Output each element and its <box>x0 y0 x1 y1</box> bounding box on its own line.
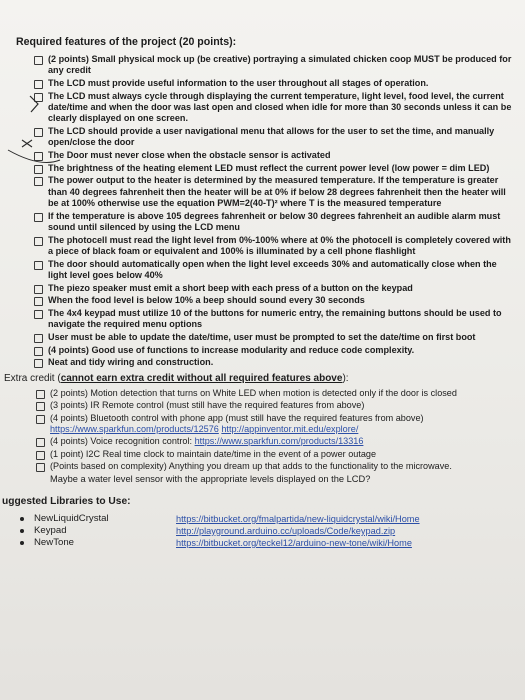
checkbox-icon <box>34 310 43 319</box>
checkbox-icon <box>34 177 43 186</box>
extra-item: (1 point) I2C Real time clock to maintain date/time in the event of a power outage <box>36 449 513 460</box>
requirement-item: The 4x4 keypad must utilize 10 of the buttons for numeric entry, the remaining buttons should be used to navigate the required menu options <box>34 308 513 331</box>
extra-credit-note: Maybe a water level sensor with the appropriate levels displayed on the LCD? <box>50 473 371 484</box>
extra-item: (4 points) Voice recognition control: https://www.sparkfun.com/products/13316 <box>36 436 513 447</box>
requirement-item: The LCD must provide useful information to the user throughout all stages of operation. <box>34 78 513 89</box>
requirement-item: The Door must never close when the obstacle sensor is activated <box>34 150 513 161</box>
checkbox-icon <box>34 213 43 222</box>
requirements-heading: Required features of the project (20 points): <box>16 36 237 48</box>
checkbox-icon <box>34 165 43 174</box>
library-row <box>20 537 513 549</box>
extra-item: (2 points) Motion detection that turns on White LED when motion is detected only if the door is closed <box>36 388 513 399</box>
checkbox-icon <box>36 390 45 399</box>
requirement-item: Neat and tidy wiring and construction. <box>34 357 513 368</box>
requirement-item: The piezo speaker must emit a short beep with each press of a button on the keypad <box>34 283 513 294</box>
checkbox-icon <box>34 128 43 137</box>
requirement-item: The door should automatically open when the light level exceeds 30% and automatically close when the light level goes below 40% <box>34 259 513 282</box>
checkbox-icon <box>34 334 43 343</box>
library-row <box>20 525 513 537</box>
checkbox-icon <box>36 451 45 460</box>
library-name: NewLiquidCrystal <box>20 513 176 525</box>
checkbox-icon <box>34 297 43 306</box>
library-link[interactable]: https://bitbucket.org/teckel12/arduino-new-tone/wiki/Home <box>176 537 412 548</box>
checkbox-icon <box>34 152 43 161</box>
library-link[interactable]: https://bitbucket.org/fmalpartida/new-liquidcrystal/wiki/Home <box>176 513 420 524</box>
checkbox-icon <box>34 285 43 294</box>
sparkfun-voice-link[interactable]: https://www.sparkfun.com/products/13316 <box>194 436 364 447</box>
checkbox-icon <box>36 438 45 447</box>
extra-item: (3 points) IR Remote control (must still have the required features from above) <box>36 400 513 411</box>
checkbox-icon <box>34 80 43 89</box>
requirement-item: The LCD must always cycle through displaying the current temperature, light level, food level, the current date/time and when the door was last open and closed when idle for more than 30 seconds unless it can be clearly displayed on one screen. <box>34 91 513 125</box>
checkbox-icon <box>34 93 43 102</box>
requirement-item: The photocell must read the light level from 0%-100% where at 0% the photocell is completely covered with a piece of black foam or equivalent and 100% is illuminated by a cell phone flashlight <box>34 235 513 258</box>
requirement-item: If the temperature is above 105 degrees fahrenheit or below 30 degrees fahrenheit an audible alarm must sound until silenced by using the LCD menu <box>34 211 513 234</box>
checkbox-icon <box>34 237 43 246</box>
requirement-item: The power output to the heater is determined by the measured temperature. If the temperature is greater than 40 degrees fahrenheit then the heater will be at 0% if below 28 degrees fahrenheit then the heater will be at 100% otherwise use the equation PWM=2(40-T)² where T is the measured temperature <box>34 175 513 209</box>
checkbox-icon <box>34 261 43 270</box>
checkbox-icon <box>34 56 43 65</box>
checkbox-icon <box>34 347 43 356</box>
requirement-item: (4 points) Good use of functions to increase modularity and reduce code complexity. <box>34 345 513 356</box>
checkbox-icon <box>36 415 45 424</box>
library-name: Keypad <box>20 525 176 537</box>
checkbox-icon <box>36 463 45 472</box>
library-name: NewTone <box>20 537 176 549</box>
requirement-item: The brightness of the heating element LED must reflect the current power level (low power = dim LED) <box>34 163 513 174</box>
requirement-item: (2 points) Small physical mock up (be creative) portraying a simulated chicken coop MUST be produced for any credit <box>34 54 513 77</box>
checkbox-icon <box>36 402 45 411</box>
requirement-item: The LCD should provide a user navigational menu that allows for the user to set the time, and manually open/close the door <box>34 126 513 149</box>
appinventor-link[interactable]: http://appinventor.mit.edu/explore/ <box>221 423 359 434</box>
checkbox-icon <box>34 359 43 368</box>
libraries-list <box>20 513 513 549</box>
extra-credit-list <box>14 388 513 473</box>
library-row <box>20 513 513 525</box>
sparkfun-bluetooth-link[interactable]: https://www.sparkfun.com/products/12576 <box>50 423 219 434</box>
requirement-item: When the food level is below 10% a beep should sound every 30 seconds <box>34 295 513 306</box>
extra-credit-heading: Extra credit (cannot earn extra credit without all required features above): <box>4 372 349 384</box>
extra-item: (4 points) Bluetooth control with phone app (must still have the required features from above) https://www.sparkfun.com/products/12576 http://appinventor.mit.edu/explore/ <box>36 413 513 436</box>
requirements-list <box>14 54 513 369</box>
extra-item: (Points based on complexity) Anything you dream up that adds to the functionality to the microwave. <box>36 461 513 472</box>
libraries-heading: uggested Libraries to Use: <box>2 495 131 507</box>
library-link[interactable]: http://playground.arduino.cc/uploads/Code/keypad.zip <box>176 525 396 536</box>
requirement-item: User must be able to update the date/time, user must be prompted to set the date/time on first boot <box>34 332 513 343</box>
